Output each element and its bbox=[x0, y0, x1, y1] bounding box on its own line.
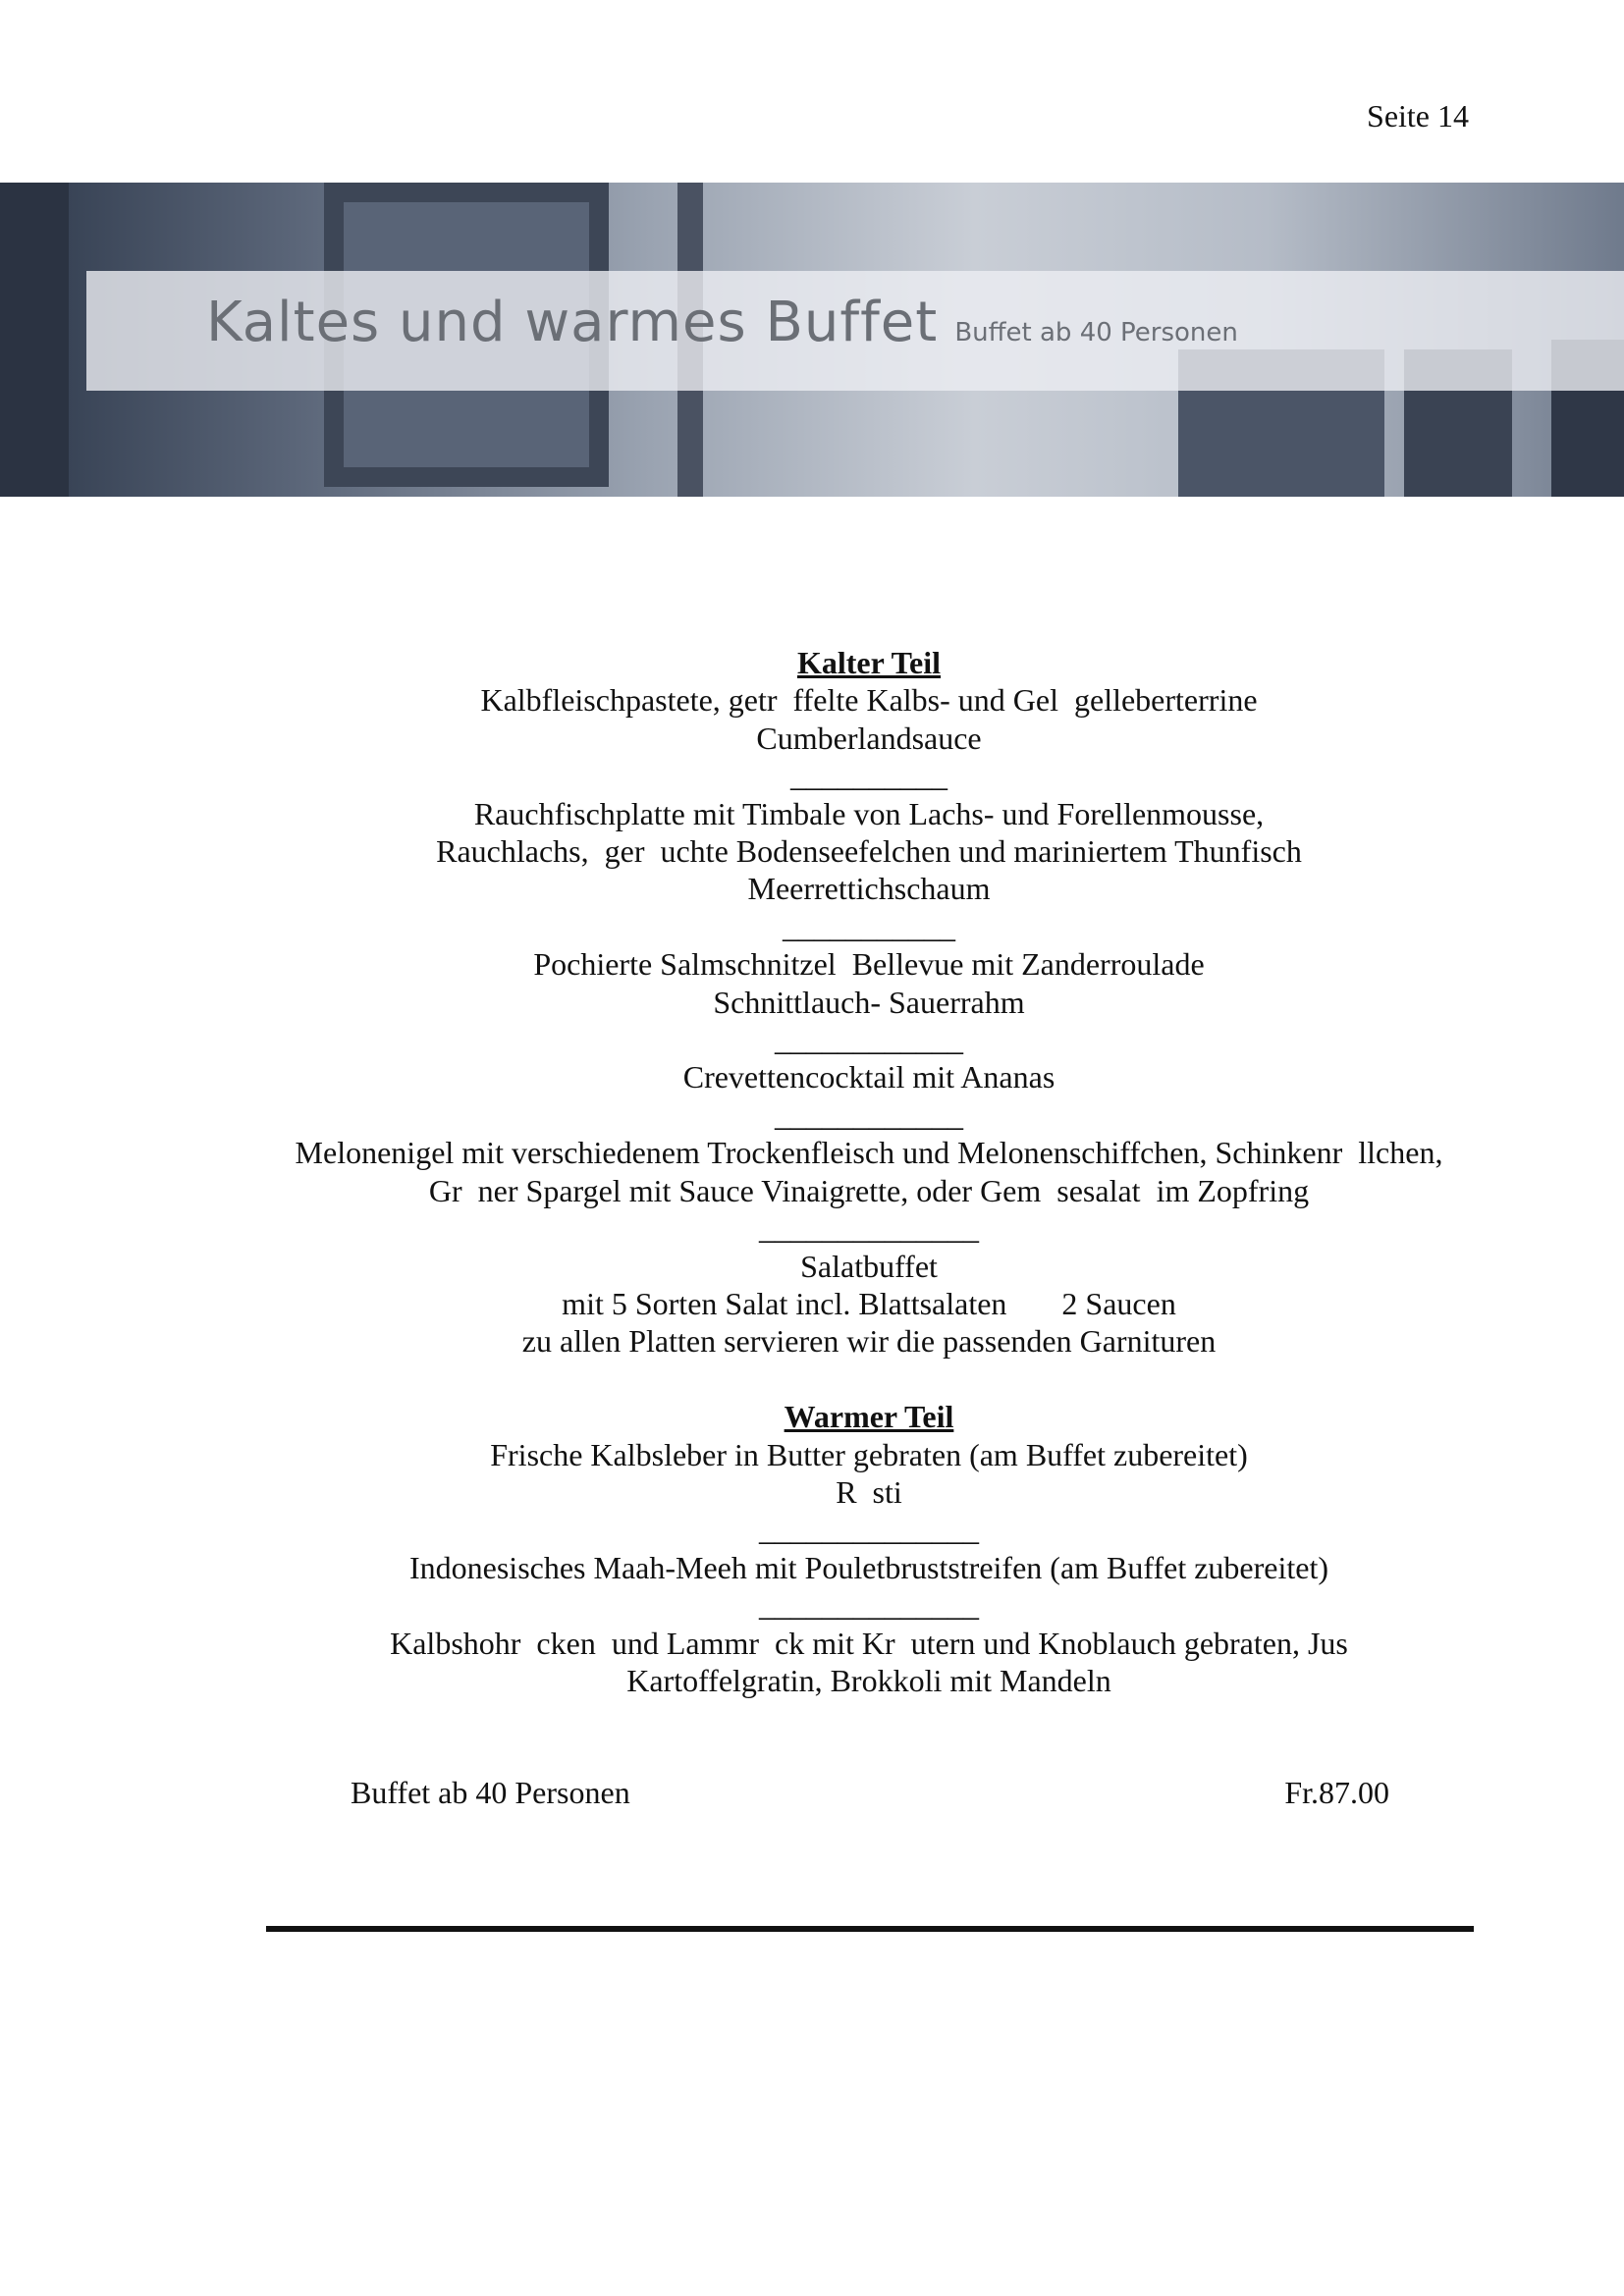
menu-separator: ___________ bbox=[783, 908, 955, 944]
banner-photo-window-left bbox=[0, 183, 69, 497]
menu-separator: ____________ bbox=[775, 1022, 963, 1058]
menu-line: Meerrettichschaum bbox=[747, 871, 991, 907]
menu-line: Pochierte Salmschnitzel Bellevue mit Zanderroulade bbox=[533, 946, 1205, 983]
header-banner bbox=[0, 183, 1624, 497]
menu-line: Kalbshohr cken und Lammr ck mit Kr utern und Knoblauch gebraten, Jus bbox=[390, 1625, 1348, 1661]
menu-line: Kalbfleischpastete, getr ffelte Kalbs- und Gel gelleberterrine bbox=[480, 682, 1258, 719]
menu-line: Salatbuffet bbox=[800, 1248, 938, 1284]
menu-line: Schnittlauch- Sauerrahm bbox=[713, 984, 1025, 1020]
menu-line: Melonenigel mit verschiedenem Trockenfleisch und Melonenschiffchen, Schinkenr llchen, bbox=[295, 1135, 1443, 1171]
menu-separator: ______________ bbox=[759, 1587, 979, 1624]
menu-line: Rauchfischplatte mit Timbale von Lachs- und Forellenmousse, bbox=[473, 795, 1265, 831]
menu-line: Cumberlandsauce bbox=[756, 720, 982, 756]
menu-line: zu allen Platten servieren wir die passenden Garnituren bbox=[521, 1323, 1217, 1360]
footer-rule bbox=[266, 1926, 1474, 1932]
banner-title bbox=[206, 291, 1238, 354]
buffet-menu bbox=[147, 644, 1591, 1699]
cold-section-heading: Kalter Teil bbox=[796, 645, 942, 680]
menu-line: Rauchlachs, ger uchte Bodenseefelchen und mariniertem Thunfisch bbox=[436, 833, 1302, 870]
menu-separator: ______________ bbox=[759, 1512, 979, 1548]
price-value: Fr.87.00 bbox=[1284, 1775, 1389, 1810]
section-gap bbox=[147, 1361, 1591, 1398]
page-title: Kaltes und warmes Buffet bbox=[206, 291, 939, 354]
menu-separator: __________ bbox=[790, 758, 947, 794]
menu-line: Crevettencocktail mit Ananas bbox=[682, 1059, 1056, 1095]
page-subtitle: Buffet ab 40 Personen bbox=[954, 318, 1238, 347]
menu-line: R sti bbox=[836, 1473, 902, 1510]
price-label: Buffet ab 40 Personen bbox=[351, 1775, 630, 1810]
title-strip bbox=[86, 271, 1624, 391]
menu-separator: ______________ bbox=[759, 1210, 979, 1247]
menu-line: Frische Kalbsleber in Butter gebraten (am Buffet zubereitet) bbox=[490, 1436, 1248, 1472]
page-number: Seite 14 bbox=[1367, 98, 1469, 133]
menu-line: Gr ner Spargel mit Sauce Vinaigrette, oder Gem sesalat im Zopfring bbox=[428, 1172, 1310, 1208]
warm-section-heading: Warmer Teil bbox=[784, 1399, 954, 1435]
menu-line: Indonesisches Maah-Meeh mit Pouletbruststreifen (am Buffet zubereitet) bbox=[408, 1549, 1328, 1585]
menu-line: Kartoffelgratin, Brokkoli mit Mandeln bbox=[626, 1662, 1111, 1698]
menu-separator: ____________ bbox=[775, 1096, 963, 1133]
menu-line: mit 5 Sorten Salat incl. Blattsalaten 2 Saucen bbox=[562, 1285, 1176, 1321]
